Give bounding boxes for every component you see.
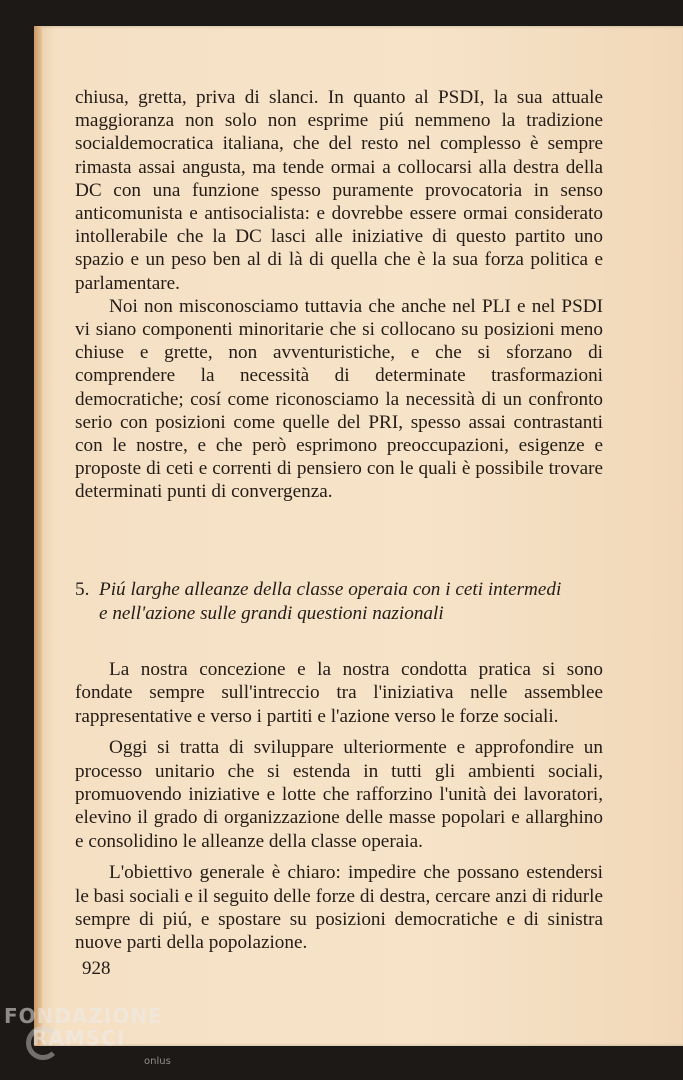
watermark-suffix: onlus (144, 1056, 171, 1067)
watermark-line-1: FONDAZIONE (4, 1004, 163, 1028)
page-number: 928 (82, 958, 111, 979)
fondazione-gramsci-watermark (4, 1004, 171, 1067)
paragraph-3: La nostra concezione e la nostra condotta pratica si sono fondate sempre sull'intreccio tra l'iniziativa nelle assemblee rappresentative e verso i partiti e l'azione verso le forze sociali. (75, 659, 603, 727)
paragraph-1: chiusa, gretta, priva di slanci. In quanto al PSDI, la sua attuale maggioranza non solo non esprime piú nemmeno la tradizione socialdemocratica italiana, che del resto nel complesso è sempre rimasta assai angusta, ma tende ormai a collocarsi alla destra della DC con una funzione spesso puramente provocatoria in senso anticomunista e antisocialista: e dovrebbe essere ormai considerato intollerabile che la DC lasci alle iniziative di questo partito uno spazio e un peso ben al di là di quella che è la sua forza politica e parlamentare. (75, 87, 603, 294)
paragraph-2: Noi non misconosciamo tuttavia che anche nel PLI e nel PSDI vi siano componenti minoritarie che si collocano su posizioni meno chiuse e grette, non avventuristiche, e che si sforzano di comprendere la necessità di determinate trasformazioni democratiche; cosí come riconosciamo la necessità di un confronto serio con posizioni come quelle del PRI, spesso assai contrastanti con le nostre, e che però esprimono preoccupazioni, esigenze e proposte di ceti e correnti di pensiero con le quali è possibile trovare determinati punti di convergenza. (75, 295, 603, 503)
heading-line-2: e nell'azione sulle grandi questioni nazionali (99, 603, 444, 624)
section-2-text (75, 658, 603, 955)
section-heading (75, 578, 603, 626)
paragraph-5: L'obiettivo generale è chiaro: impedire che possano estendersi le basi sociali e il seguito delle forze di destra, cercare anzi di ridurle sempre di piú, e spostare su posizioni democratiche e di sinistra nuove parti della popolazione. (75, 862, 603, 954)
page-spine-shadow (34, 26, 42, 1046)
watermark-line-2: RAMSCI (32, 1026, 126, 1050)
section-1-text (75, 86, 603, 504)
paragraph-4: Oggi si tratta di sviluppare ulteriormente e approfondire un processo unitario che si estenda in tutti gli ambienti sociali, promuovendo iniziative e lotte che rafforzino l'unità dei lavoratori, elevino il grado di organizzazione delle masse popolari e allarghino e consolidino le alleanze della classe operaia. (75, 737, 603, 852)
section-number: 5. (75, 579, 90, 600)
gramsci-g-logo-icon (26, 1026, 60, 1060)
heading-line-1: Piú larghe alleanze della classe operaia con i ceti intermedi (99, 579, 562, 600)
